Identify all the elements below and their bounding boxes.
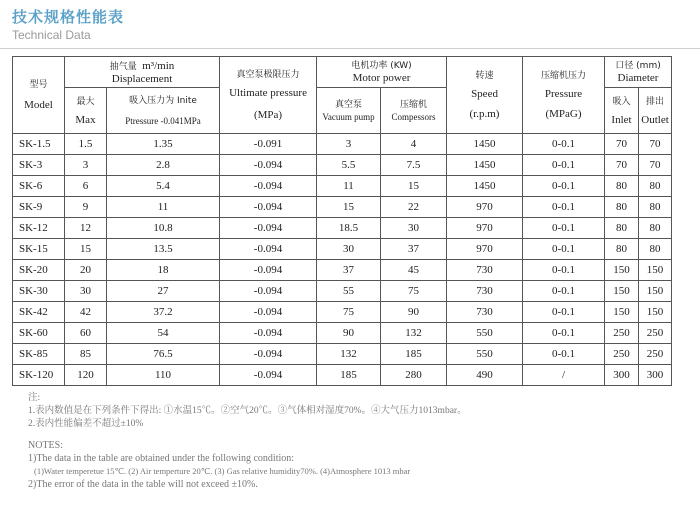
header-ultimate-cn: 真空泵极限压力 [236, 70, 300, 80]
cell-compressor-power: 185 [381, 344, 447, 365]
cell-compressor-power: 7.5 [381, 155, 447, 176]
header-speed [447, 57, 523, 134]
cell-ultimate-pressure: -0.094 [220, 176, 317, 197]
cell-speed: 970 [447, 218, 523, 239]
table-row [13, 302, 672, 323]
header-speed-en: Speed [471, 88, 498, 100]
header-diameter-en: Diameter [617, 72, 659, 84]
cell-max: 30 [65, 281, 107, 302]
cell-outlet-diameter: 80 [639, 239, 672, 260]
cell-vacuum-pump-power: 55 [317, 281, 381, 302]
cell-outlet-diameter: 80 [639, 197, 672, 218]
cell-compressor-power: 280 [381, 365, 447, 386]
cell-speed: 730 [447, 281, 523, 302]
cell-outlet-diameter: 250 [639, 344, 672, 365]
cell-outlet-diameter: 150 [639, 260, 672, 281]
header-outlet [639, 88, 672, 134]
cell-max: 6 [65, 176, 107, 197]
cell-model: SK-42 [13, 302, 65, 323]
header-motor-en: Motor power [352, 72, 411, 84]
header-displacement-cn: 抽气量 [109, 61, 137, 72]
header-diameter [605, 57, 672, 88]
cell-compressor-power: 30 [381, 218, 447, 239]
cell-inlet-diameter: 80 [605, 218, 639, 239]
header-model [13, 57, 65, 134]
cell-outlet-diameter: 70 [639, 134, 672, 155]
header-model-cn: 型号 [29, 80, 48, 90]
cell-compressor-power: 75 [381, 281, 447, 302]
cell-compressor-pressure: 0-0.1 [523, 260, 605, 281]
cell-model: SK-120 [13, 365, 65, 386]
cell-ultimate-pressure: -0.094 [220, 302, 317, 323]
notes-cn-title: 注: [28, 393, 41, 403]
cell-max: 1.5 [65, 134, 107, 155]
notes-section [28, 392, 678, 491]
cell-inlet-diameter: 150 [605, 281, 639, 302]
header-outlet-en: Outlet [641, 113, 669, 126]
cell-vacuum-pump-power: 3 [317, 134, 381, 155]
table-row [13, 218, 672, 239]
cell-inlet-diameter: 70 [605, 155, 639, 176]
cell-max: 15 [65, 239, 107, 260]
header-motor-cn: 电机功率 (KW) [351, 61, 412, 71]
cell-ultimate-pressure: -0.094 [220, 260, 317, 281]
cell-inlet-diameter: 250 [605, 344, 639, 365]
cell-model: SK-6 [13, 176, 65, 197]
cell-compressor-pressure: / [523, 365, 605, 386]
cell-compressor-pressure: 0-0.1 [523, 344, 605, 365]
header-inlet-en: Inlet [611, 113, 632, 126]
header-compressor-pressure [523, 57, 605, 134]
header-inlet-pressure-cn: 吸入压力为 Inite [129, 95, 197, 106]
cell-compressor-pressure: 0-0.1 [523, 239, 605, 260]
cell-vacuum-pump-power: 75 [317, 302, 381, 323]
cell-compressor-power: 15 [381, 176, 447, 197]
cell-outlet-diameter: 250 [639, 323, 672, 344]
table-row [13, 365, 672, 386]
cell-model: SK-30 [13, 281, 65, 302]
cell-ultimate-pressure: -0.094 [220, 218, 317, 239]
cell-inlet-diameter: 250 [605, 323, 639, 344]
cell-vacuum-pump-power: 132 [317, 344, 381, 365]
cell-inlet-displacement: 110 [107, 365, 220, 386]
cell-outlet-diameter: 150 [639, 302, 672, 323]
cell-inlet-diameter: 150 [605, 302, 639, 323]
table-body [13, 134, 672, 386]
header-compressor-cn: 压缩机 [400, 99, 428, 110]
cell-compressor-pressure: 0-0.1 [523, 323, 605, 344]
cell-inlet-displacement: 13.5 [107, 239, 220, 260]
cell-outlet-diameter: 150 [639, 281, 672, 302]
table-row [13, 281, 672, 302]
cell-inlet-displacement: 2.8 [107, 155, 220, 176]
cell-compressor-pressure: 0-0.1 [523, 302, 605, 323]
header-max-cn: 最大 [76, 96, 95, 107]
cell-inlet-displacement: 10.8 [107, 218, 220, 239]
cell-compressor-power: 90 [381, 302, 447, 323]
header-speed-unit: (r.p.m) [469, 108, 500, 120]
cell-outlet-diameter: 80 [639, 176, 672, 197]
cell-model: SK-85 [13, 344, 65, 365]
cell-ultimate-pressure: -0.094 [220, 197, 317, 218]
cell-speed: 730 [447, 302, 523, 323]
cell-compressor-power: 4 [381, 134, 447, 155]
header-comp-pressure-unit: (MPaG) [545, 108, 582, 120]
cell-max: 120 [65, 365, 107, 386]
cell-speed: 1450 [447, 134, 523, 155]
cell-model: SK-15 [13, 239, 65, 260]
notes-en-line1-sub: (1)Water temperetue 15℃. (2) Air temperture 20℃. (3) Gas relative humidity70%. (4)Atmosphere 1013 mbar [34, 466, 411, 476]
cell-vacuum-pump-power: 90 [317, 323, 381, 344]
cell-compressor-pressure: 0-0.1 [523, 281, 605, 302]
header-displacement-unit: m³/min [142, 59, 175, 72]
cell-vacuum-pump-power: 185 [317, 365, 381, 386]
cell-compressor-pressure: 0-0.1 [523, 197, 605, 218]
cell-speed: 1450 [447, 176, 523, 197]
cell-ultimate-pressure: -0.091 [220, 134, 317, 155]
cell-max: 85 [65, 344, 107, 365]
cell-ultimate-pressure: -0.094 [220, 365, 317, 386]
header-inlet-pressure-en: Ptressure -0.041MPa [125, 115, 201, 126]
cell-compressor-power: 37 [381, 239, 447, 260]
header-speed-cn: 转速 [475, 71, 494, 81]
cell-model: SK-1.5 [13, 134, 65, 155]
page-subtitle: Technical Data [12, 28, 91, 42]
table-row [13, 260, 672, 281]
cell-speed: 550 [447, 323, 523, 344]
cell-compressor-pressure: 0-0.1 [523, 176, 605, 197]
header-comp-pressure-en: Pressure [544, 88, 583, 100]
cell-model: SK-3 [13, 155, 65, 176]
cell-compressor-power: 132 [381, 323, 447, 344]
table-row [13, 197, 672, 218]
cell-inlet-diameter: 80 [605, 176, 639, 197]
table-row [13, 155, 672, 176]
cell-compressor-power: 45 [381, 260, 447, 281]
header-ultimate-pressure [220, 57, 317, 134]
header-inlet-cn: 吸入 [612, 96, 631, 107]
header-motor-power [317, 57, 447, 88]
cell-speed: 970 [447, 197, 523, 218]
table-row [13, 134, 672, 155]
header-compressor-en: Compessors [391, 111, 436, 122]
header-comp-pressure-cn: 压缩机压力 [541, 71, 587, 81]
cell-vacuum-pump-power: 30 [317, 239, 381, 260]
header-outlet-cn: 排出 [646, 96, 665, 107]
notes-en-line1: 1)The data in the table are obtained under the following condition: [28, 453, 295, 464]
title-divider [0, 48, 700, 49]
cell-inlet-displacement: 54 [107, 323, 220, 344]
cell-inlet-displacement: 76.5 [107, 344, 220, 365]
cell-inlet-displacement: 1.35 [107, 134, 220, 155]
header-inlet [605, 88, 639, 134]
cell-inlet-diameter: 300 [605, 365, 639, 386]
cell-max: 60 [65, 323, 107, 344]
cell-vacuum-pump-power: 11 [317, 176, 381, 197]
cell-speed: 550 [447, 344, 523, 365]
header-model-en: Model [24, 99, 53, 111]
header-displacement [65, 57, 220, 88]
header-compressor [381, 88, 447, 134]
cell-model: SK-20 [13, 260, 65, 281]
cell-max: 9 [65, 197, 107, 218]
header-diameter-cn: 口径 (mm) [615, 61, 661, 71]
table-row [13, 176, 672, 197]
cell-max: 20 [65, 260, 107, 281]
header-max-en: Max [75, 113, 96, 126]
cell-ultimate-pressure: -0.094 [220, 239, 317, 260]
cell-speed: 1450 [447, 155, 523, 176]
cell-vacuum-pump-power: 5.5 [317, 155, 381, 176]
header-vacuum-pump-cn: 真空泵 [335, 99, 363, 110]
table-row [13, 239, 672, 260]
notes-cn-line2: 2.表内性能偏差不超过±10% [28, 419, 144, 429]
cell-max: 3 [65, 155, 107, 176]
cell-model: SK-60 [13, 323, 65, 344]
cell-inlet-displacement: 37.2 [107, 302, 220, 323]
cell-compressor-pressure: 0-0.1 [523, 134, 605, 155]
cell-inlet-displacement: 27 [107, 281, 220, 302]
header-inlet-pressure [107, 88, 220, 134]
page-title: 技术规格性能表 [12, 8, 125, 26]
cell-outlet-diameter: 300 [639, 365, 672, 386]
cell-outlet-diameter: 70 [639, 155, 672, 176]
header-vacuum-pump [317, 88, 381, 134]
cell-speed: 730 [447, 260, 523, 281]
cell-vacuum-pump-power: 18.5 [317, 218, 381, 239]
cell-ultimate-pressure: -0.094 [220, 155, 317, 176]
header-displacement-en: Displacement [111, 72, 173, 85]
cell-ultimate-pressure: -0.094 [220, 344, 317, 365]
cell-compressor-power: 22 [381, 197, 447, 218]
table-row [13, 323, 672, 344]
notes-en-title: NOTES: [28, 440, 63, 451]
cell-max: 42 [65, 302, 107, 323]
technical-data-table [12, 56, 672, 386]
header-ultimate-unit: (MPa) [253, 109, 283, 121]
cell-speed: 970 [447, 239, 523, 260]
cell-ultimate-pressure: -0.094 [220, 323, 317, 344]
cell-inlet-displacement: 18 [107, 260, 220, 281]
cell-inlet-displacement: 11 [107, 197, 220, 218]
table-row [13, 344, 672, 365]
cell-model: SK-12 [13, 218, 65, 239]
cell-inlet-diameter: 80 [605, 239, 639, 260]
cell-inlet-diameter: 150 [605, 260, 639, 281]
cell-model: SK-9 [13, 197, 65, 218]
notes-cn-line1: 1.表内数值是在下列条件下得出: ①水温15℃。②空气20℃。③气体相对湿度70%。④大气压力1013mbar。 [28, 406, 467, 416]
notes-en-line2: 2)The error of the data in the table will not exceed ±10%. [28, 479, 258, 490]
cell-inlet-diameter: 80 [605, 197, 639, 218]
cell-compressor-pressure: 0-0.1 [523, 155, 605, 176]
header-vacuum-pump-en: Vacuum pump [322, 111, 375, 122]
cell-inlet-diameter: 70 [605, 134, 639, 155]
cell-inlet-displacement: 5.4 [107, 176, 220, 197]
cell-vacuum-pump-power: 15 [317, 197, 381, 218]
cell-max: 12 [65, 218, 107, 239]
cell-ultimate-pressure: -0.094 [220, 281, 317, 302]
cell-compressor-pressure: 0-0.1 [523, 218, 605, 239]
cell-speed: 490 [447, 365, 523, 386]
header-max [65, 88, 107, 134]
header-ultimate-en: Ultimate pressure [229, 87, 307, 99]
cell-vacuum-pump-power: 37 [317, 260, 381, 281]
cell-outlet-diameter: 80 [639, 218, 672, 239]
